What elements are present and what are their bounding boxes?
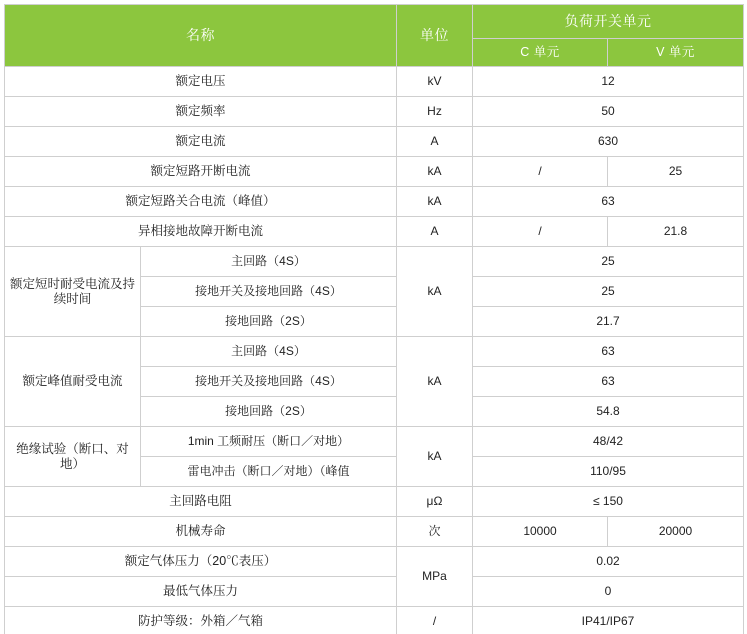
row-name: 异相接地故障开断电流 [5,217,397,247]
row-name: 主回路电阻 [5,487,397,517]
table-header [5,5,744,67]
row-value: ≤ 150 [473,487,744,517]
group-label-rated-short-time: 额定短时耐受电流及持续时间 [5,247,141,337]
header-row-primary [5,5,744,39]
header-group: 负荷开关单元 [473,5,744,39]
row-name: 最低气体压力 [5,577,397,607]
table-row [5,577,744,607]
row-unit: MPa [397,547,473,607]
row-name: 接地回路（2S） [141,397,397,427]
row-value: 110/95 [473,457,744,487]
row-name: 额定短路开断电流 [5,157,397,187]
row-name: 接地开关及接地回路（4S） [141,367,397,397]
table-row [5,127,744,157]
row-name: 接地回路（2S） [141,307,397,337]
row-value: 48/42 [473,427,744,457]
header-name: 名称 [5,5,397,67]
row-value: 21.7 [473,307,744,337]
header-col-v: V 单元 [608,39,744,67]
row-name: 额定电压 [5,67,397,97]
row-name: 额定电流 [5,127,397,157]
row-value-v: 25 [608,157,744,187]
row-value-c: 10000 [473,517,608,547]
table-row [5,217,744,247]
row-name: 额定短路关合电流（峰值） [5,187,397,217]
header-col-c: C 单元 [473,39,608,67]
table-row [5,487,744,517]
row-name: 额定气体压力（20℃表压） [5,547,397,577]
row-value-c: / [473,217,608,247]
table-row [5,247,744,277]
row-name: 主回路（4S） [141,337,397,367]
row-unit: μΩ [397,487,473,517]
row-unit: kA [397,187,473,217]
table-body [5,67,744,634]
row-name: 主回路（4S） [141,247,397,277]
row-value: 0.02 [473,547,744,577]
header-unit: 单位 [397,5,473,67]
row-value: 54.8 [473,397,744,427]
row-name: 接地开关及接地回路（4S） [141,277,397,307]
table-row [5,517,744,547]
row-value: 630 [473,127,744,157]
row-value: 25 [473,247,744,277]
row-unit: A [397,127,473,157]
row-unit: kA [397,247,473,337]
specification-table [4,4,744,634]
group-label-insulation-test: 绝缘试验（断口、对地） [5,427,141,487]
row-value-v: 21.8 [608,217,744,247]
row-unit: Hz [397,97,473,127]
row-unit: 次 [397,517,473,547]
row-name: 防护等级：外箱／气箱 [5,607,397,634]
row-name: 机械寿命 [5,517,397,547]
table-row [5,97,744,127]
row-value-v: 20000 [608,517,744,547]
row-value: IP41/IP67 [473,607,744,634]
table-row [5,67,744,97]
row-value: 50 [473,97,744,127]
row-value-c: / [473,157,608,187]
row-name: 雷电冲击（断口／对地）（峰值 [141,457,397,487]
table-row [5,187,744,217]
row-name: 1min 工频耐压（断口／对地） [141,427,397,457]
row-unit: kV [397,67,473,97]
group-label-rated-peak: 额定峰值耐受电流 [5,337,141,427]
row-unit: kA [397,157,473,187]
row-value: 25 [473,277,744,307]
row-unit: kA [397,427,473,487]
table-row [5,607,744,634]
row-name: 额定频率 [5,97,397,127]
row-unit: A [397,217,473,247]
table-row [5,157,744,187]
table-row [5,427,744,457]
row-value: 63 [473,367,744,397]
row-value: 0 [473,577,744,607]
row-value: 63 [473,337,744,367]
table-row [5,547,744,577]
row-unit: kA [397,337,473,427]
row-unit: / [397,607,473,634]
table-row [5,337,744,367]
row-value: 63 [473,187,744,217]
row-value: 12 [473,67,744,97]
